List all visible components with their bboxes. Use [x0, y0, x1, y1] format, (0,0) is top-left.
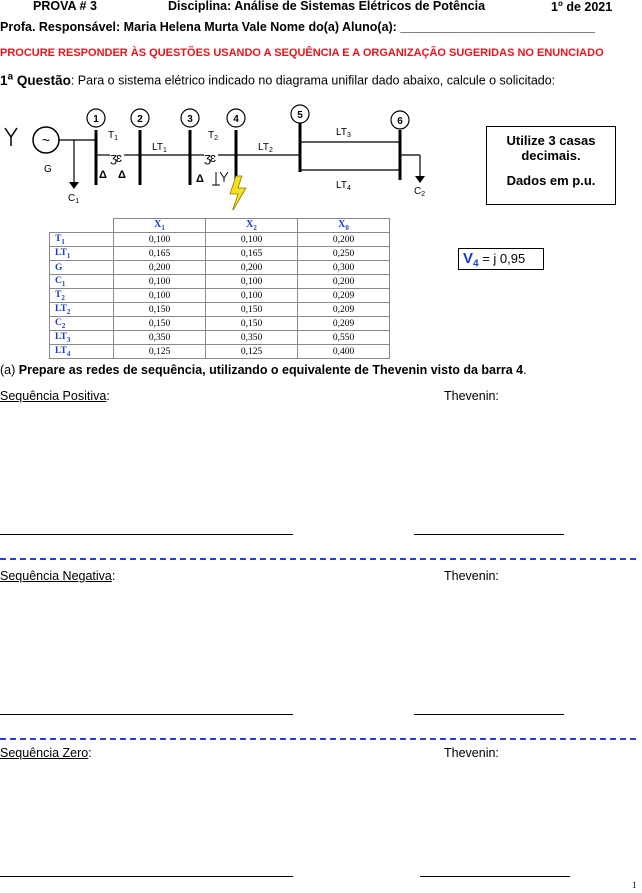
label-c2: $C_2$	[414, 186, 426, 198]
svg-text:Δ: Δ	[99, 169, 107, 181]
answer-line	[0, 876, 293, 877]
info-box: Utilize 3 casas decimais. Dados em p.u.	[486, 126, 616, 205]
v4-box: $V_4 = j$ 0,95	[458, 248, 544, 270]
table-header-row	[50, 219, 390, 233]
table-row: $LT_3$ 0,350 0,350 0,550	[50, 331, 390, 345]
positive-sequence-label: Sequência Positiva:	[0, 389, 110, 403]
svg-text:5: 5	[297, 110, 303, 121]
label-c1: $C_1$	[68, 193, 80, 205]
thevenin-label-negative: Thevenin:	[444, 569, 499, 583]
load-c2-arrow	[415, 176, 425, 183]
table-row: $LT_1$ 0,165 0,165 0,250	[50, 247, 390, 261]
page-number: 1	[632, 880, 637, 890]
table-row: $LT_2$ 0,150 0,150 0,209	[50, 303, 390, 317]
question-statement: 1$^a$ Questão: Para o sistema elétrico indicado no diagrama unifilar dado abaixo, calcule o solicitado:	[0, 71, 556, 88]
exam-title: PROVA # 3	[33, 0, 97, 13]
table-row: $C_1$ 0,100 0,100 0,200	[50, 275, 390, 289]
impedance-table	[49, 218, 390, 359]
section-divider	[0, 558, 636, 560]
svg-text:4: 4	[233, 114, 239, 125]
header-x1: $X_1$	[114, 219, 206, 233]
instruction-text: PROCURE RESPONDER ÀS QUESTÕES USANDO A SEQUÊNCIA E A ORGANIZAÇÃO SUGERIDAS NO ENUNCIADO	[0, 47, 604, 59]
label-t1: $T_1$	[108, 130, 119, 142]
answer-line	[0, 714, 293, 715]
thevenin-label-positive: Thevenin:	[444, 389, 499, 403]
svg-text:6: 6	[397, 116, 403, 127]
semester: 1$^o$ de 2021	[551, 0, 613, 15]
course-name: Disciplina: Análise de Sistemas Elétricos de Potência	[168, 0, 486, 13]
single-line-diagram	[0, 100, 430, 210]
table-row: $T_2$ 0,100 0,100 0,209	[50, 289, 390, 303]
negative-sequence-label: Sequência Negativa:	[0, 569, 116, 583]
answer-line	[0, 534, 293, 535]
header-x2: $X_2$	[206, 219, 298, 233]
item-a: (a) Prepare as redes de sequência, utilizando o equivalente de Thevenin visto da barra 4.	[0, 363, 527, 377]
table-row: $T_1$ 0,100 0,100 0,200	[50, 233, 390, 247]
zero-sequence-label: Sequência Zero:	[0, 746, 92, 760]
svg-text:2: 2	[137, 114, 143, 125]
table-row: $C_2$ 0,150 0,150 0,209	[50, 317, 390, 331]
generator-symbol: ~	[41, 132, 51, 148]
label-t2: $T_2$	[208, 130, 219, 142]
header-x0: $X_0$	[298, 219, 390, 233]
fault-lightning-icon	[230, 176, 246, 210]
grounded-wye-icon	[212, 172, 228, 185]
label-lt4: $LT_4$	[336, 180, 351, 192]
svg-text:Δ: Δ	[196, 173, 204, 185]
label-lt1: $LT_1$	[152, 142, 167, 154]
transformer-t1-icon: ʒ	[110, 150, 118, 165]
thevenin-answer-line	[414, 714, 564, 715]
section-divider	[0, 738, 636, 740]
table-row: $LT_4$ 0,125 0,125 0,400	[50, 345, 390, 359]
transformer-t2-icon: ʒ	[204, 150, 212, 165]
svg-text:3: 3	[187, 114, 193, 125]
label-lt2: $LT_2$	[258, 142, 273, 154]
wye-symbol	[5, 128, 17, 146]
load-c1-arrow	[69, 182, 79, 189]
thevenin-answer-line	[420, 876, 570, 877]
thevenin-answer-line	[414, 534, 564, 535]
label-lt3: $LT_3$	[336, 127, 351, 139]
svg-text:ɛ: ɛ	[210, 150, 216, 165]
professor-line: Profa. Responsável: Maria Helena Murta Vale Nome do(a) Aluno(a): ____________________________	[0, 20, 595, 34]
svg-text:ɛ: ɛ	[116, 150, 122, 165]
label-g: G	[44, 164, 52, 175]
table-row: G 0,200 0,200 0,300	[50, 261, 390, 275]
svg-text:Δ: Δ	[118, 169, 126, 181]
thevenin-label-zero: Thevenin:	[444, 746, 499, 760]
svg-text:1: 1	[93, 114, 99, 125]
